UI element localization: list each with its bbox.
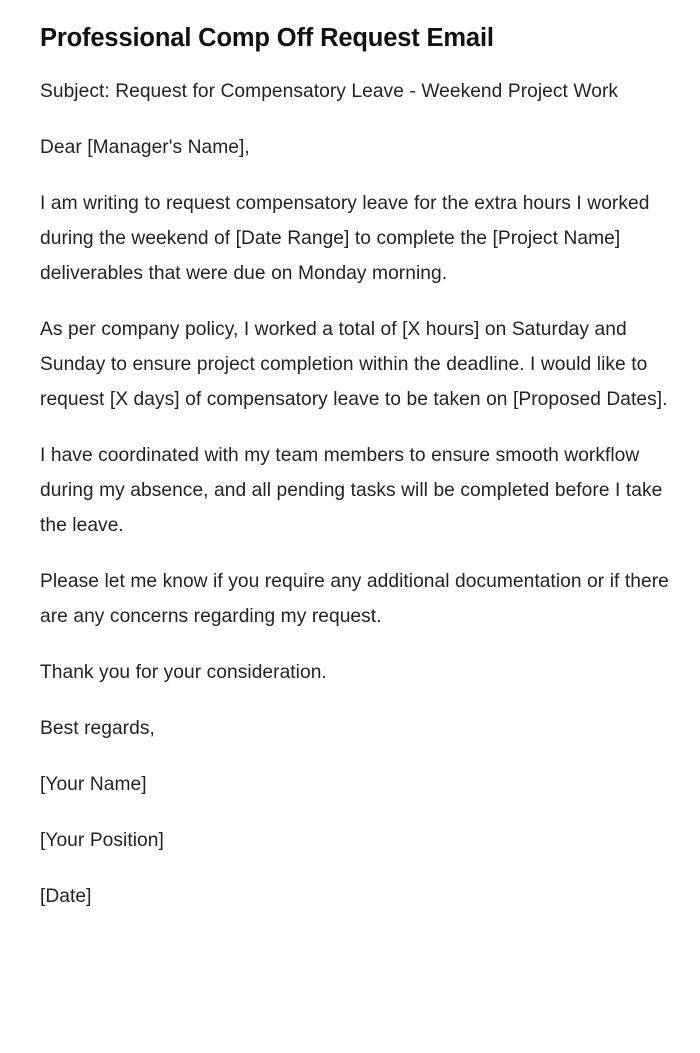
signature-position-paragraph: [Your Position] (40, 830, 164, 851)
subject-line-paragraph: Subject: Request for Compensatory Leave - Weekend Project Work (40, 81, 619, 102)
body-policy-hours-paragraph: As per company policy, I worked a total of [X hours] on Saturday and Sunday to ensure project completion within the deadline. I would like to request [X days] of compensatory leave to be taken on [Proposed Dates]. (40, 319, 668, 410)
email-template-article (40, 22, 672, 914)
sign-off-paragraph: Best regards, (40, 718, 155, 739)
signature-date-paragraph: [Date] (40, 886, 92, 907)
body-coordination-paragraph: I have coordinated with my team members to ensure smooth workflow during my absence, and all pending tasks will be completed before I take the leave. (40, 445, 663, 536)
body-closing-offer-paragraph: Please let me know if you require any additional documentation or if there are any concerns regarding my request. (40, 571, 669, 627)
salutation-paragraph: Dear [Manager's Name], (40, 137, 250, 158)
page-title: Professional Comp Off Request Email (40, 24, 494, 52)
thanks-paragraph: Thank you for your consideration. (40, 662, 327, 683)
signature-name-paragraph: [Your Name] (40, 774, 147, 795)
body-intro-paragraph: I am writing to request compensatory leave for the extra hours I worked during the weekend of [Date Range] to complete the [Project Name] deliverables that were due on Monday morning. (40, 193, 650, 284)
